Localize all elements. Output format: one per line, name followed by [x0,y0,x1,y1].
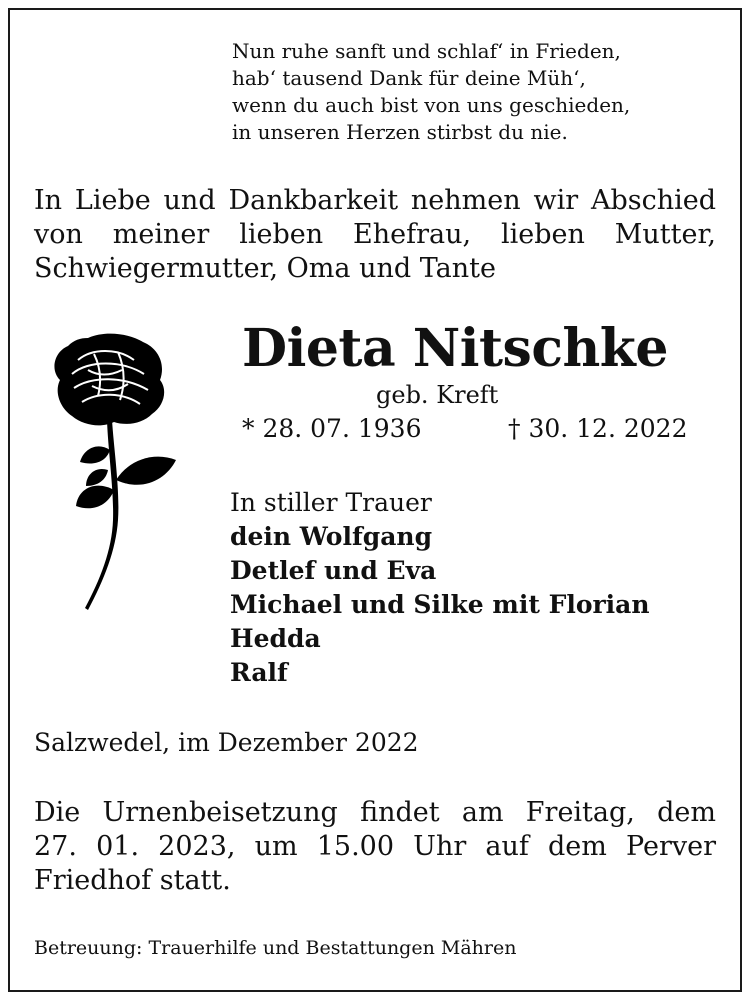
funeral-line: 27. 01. 2023, um 15.00 Uhr auf dem Perver [34,831,716,862]
poem-line: hab‘ tausend Dank für deine Müh‘, [232,66,586,90]
funeral-line: Die Urnenbeisetzung findet am Freitag, dem [34,797,716,828]
funeral-care-credit: Betreuung: Trauerhilfe und Bestattungen Mähren [34,937,517,959]
mourner-name: Detlef und Eva [230,556,437,585]
mourner-name: Michael und Silke mit Florian [230,590,650,619]
mourners-list [230,486,650,690]
poem-line: in unseren Herzen stirbst du nie. [232,120,568,144]
deceased-name: Dieta Nitschke [242,318,668,379]
intro-text [34,184,716,286]
intro-line: von meiner lieben Ehefrau, lieben Mutter, [34,219,716,250]
mourners-intro: In stiller Trauer [230,488,432,517]
maiden-name: geb. Kreft [376,381,499,409]
poem [232,38,692,146]
funeral-notice [34,796,716,898]
intro-line: Schwiegermutter, Oma und Tante [34,253,496,284]
mourner-name: Ralf [230,658,288,687]
place-date: Salzwedel, im Dezember 2022 [34,728,419,757]
poem-line: wenn du auch bist von uns geschieden, [232,93,631,117]
funeral-line: Friedhof statt. [34,865,231,896]
mourner-name: dein Wolfgang [230,522,433,551]
mourner-name: Hedda [230,624,321,653]
intro-line: In Liebe und Dankbarkeit nehmen wir Abschied [34,185,716,216]
poem-line: Nun ruhe sanft und schlaf‘ in Frieden, [232,39,621,63]
death-date: † 30. 12. 2022 [508,414,688,443]
rose-icon [48,330,193,615]
birth-date: * 28. 07. 1936 [242,414,422,443]
